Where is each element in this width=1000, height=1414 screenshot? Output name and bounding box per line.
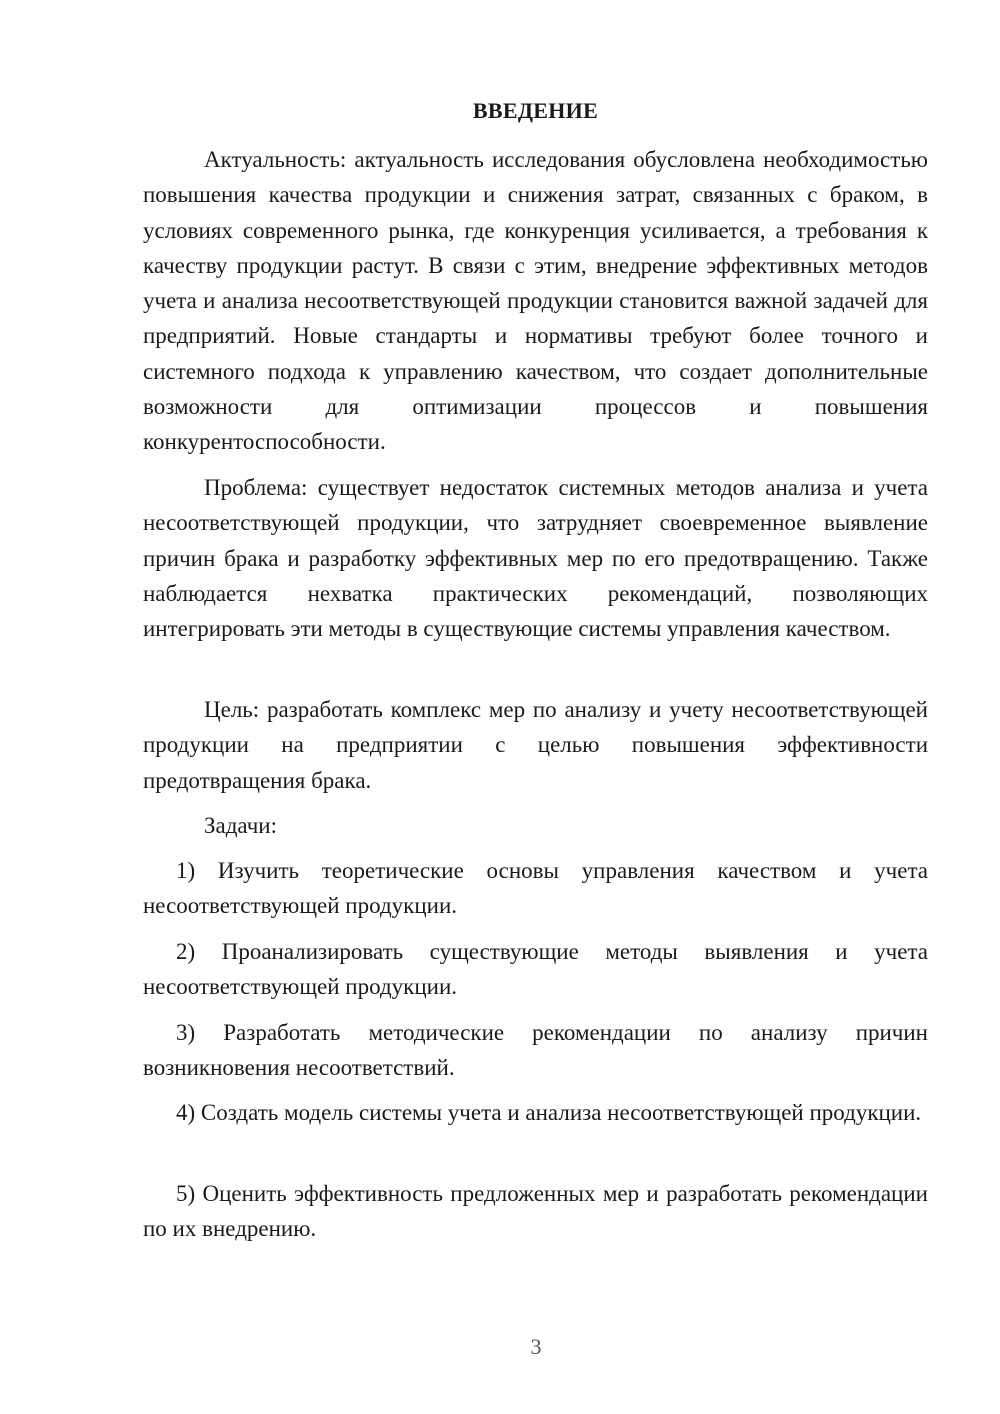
tasks-heading: Задачи: [204, 813, 277, 838]
page-title: ВВЕДЕНИЕ [472, 98, 599, 123]
page-number: 3 [530, 1334, 542, 1359]
task-item: 3) Разработать методические рекомендации по анализу причин возникновения несоответствий. [143, 1020, 928, 1081]
paragraph-problem: Проблема: существует недостаток системных методов анализа и учета несоответствующей продукции, что затрудняет своевременное выявление причин брака и разработку эффективных мер по его предотвращению. Также наблюдается нехватка практических рекомендаций, позволяющих интегрировать эти методы в существующие системы управления качеством. [143, 475, 928, 642]
task-item: 2) Проанализировать существующие методы выявления и учета несоответствующей продукции. [143, 939, 928, 1000]
task-item: 1) Изучить теоретические основы управления качеством и учета несоответствующей продукции. [143, 858, 928, 919]
task-item: 5) Оценить эффективность предложенных мер и разработать рекомендации по их внедрению. [143, 1181, 928, 1242]
paragraph-relevance: Актуальность: актуальность исследования обусловлена необходимостью повышения качества продукции и снижения затрат, связанных с браком, в условиях современного рынка, где конкуренция усиливается, а требования к качеству продукции растут. В связи с этим, внедрение эффективных методов учета и анализа несоответствующей продукции становится важной задачей для предприятий. Новые стандарты и нормативы требуют более точного и системного подхода к управлению качеством, что создает дополнительные возможности для оптимизации процессов и повышения конкурентоспособности. [143, 147, 928, 455]
task-item: 4) Создать модель системы учета и анализа несоответствующей продукции. [176, 1100, 922, 1125]
paragraph-goal: Цель: разработать комплекс мер по анализу и учету несоответствующей продукции на предприятии с целью повышения эффективности предотвращения брака. [143, 697, 928, 793]
